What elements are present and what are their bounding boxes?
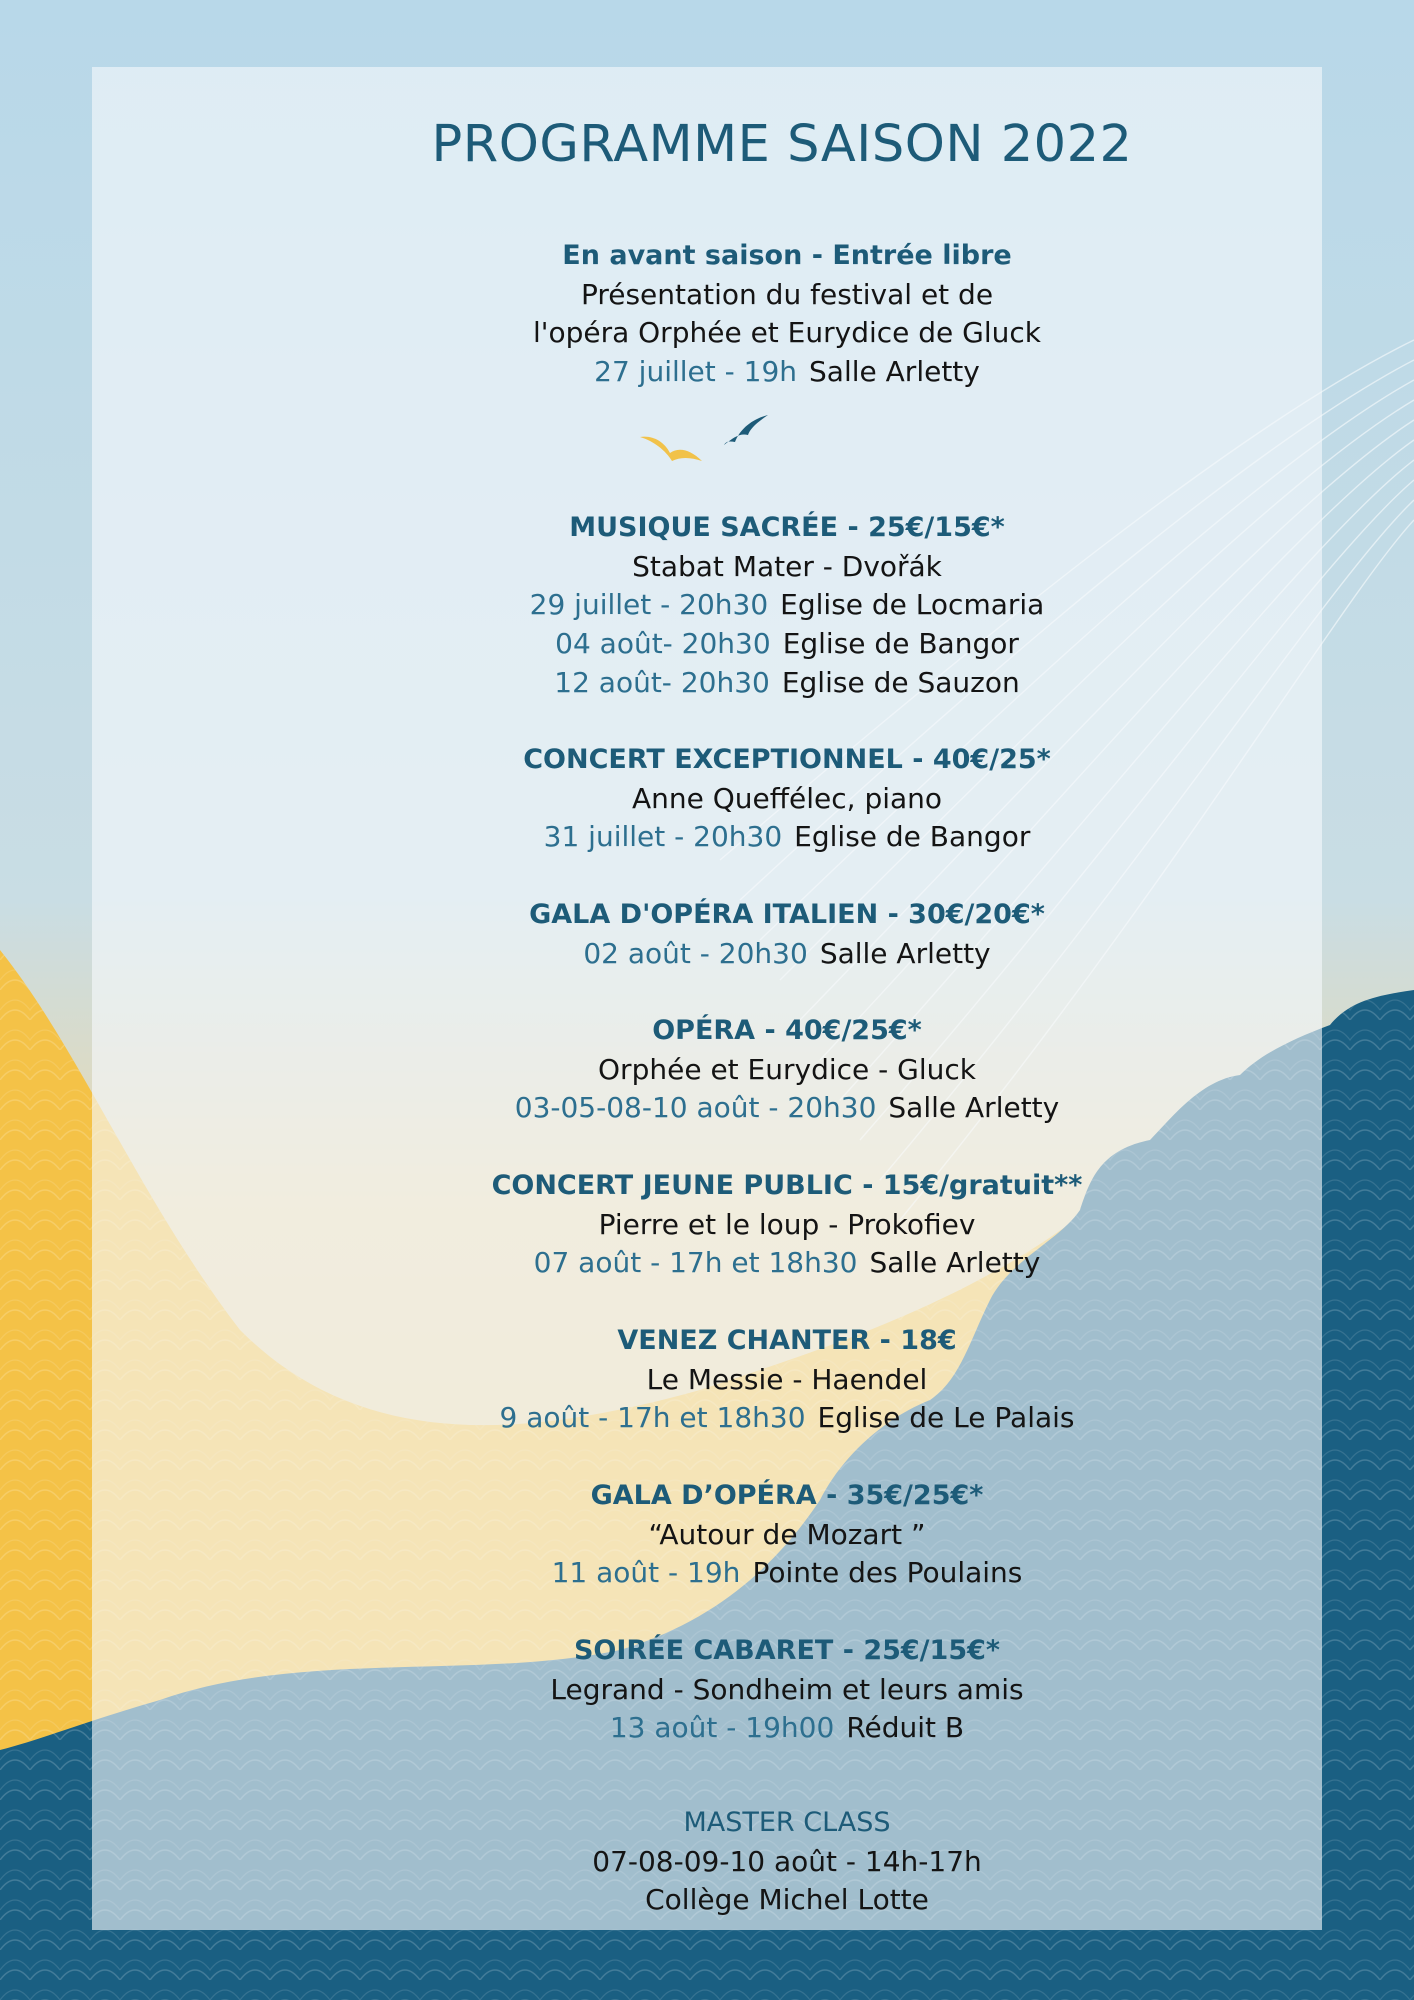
section-heading: OPÉRA - 40€/25€* [652,1015,922,1046]
date-line [252,935,1322,974]
date-line [252,664,1322,703]
section-text: Anne Queffélec, piano [631,781,943,815]
page-title: PROGRAMME SAISON 2022 [431,115,1133,174]
event-venue: Salle Arletty [888,1091,1060,1125]
event-venue: Eglise de Sauzon [781,665,1020,699]
section-heading: MASTER CLASS [683,1807,891,1838]
event-venue: Salle Arletty [819,936,991,970]
event-date: 27 juillet - 19h [594,355,798,389]
section-opera [92,1012,1322,1128]
date-line [252,1554,1322,1593]
event-date: 13 août - 19h00 [609,1711,835,1745]
event-venue: Eglise de Le Palais [817,1401,1075,1435]
event-venue: Pointe des Poulains [752,1556,1023,1590]
event-date: 11 août - 19h [551,1556,741,1590]
section-soiree-cabaret [92,1632,1322,1748]
event-date: 9 août - 17h et 18h30 [499,1401,806,1435]
event-venue: Réduit B [846,1711,965,1745]
birds-icon [640,407,790,487]
event-date: 12 août- 20h30 [554,665,770,699]
section-heading: SOIRÉE CABARET - 25€/15€* [573,1635,1001,1666]
event-date: 29 juillet - 20h30 [529,588,769,622]
date-line [252,625,1322,664]
section-heading: VENEZ CHANTER - 18€ [617,1325,957,1356]
date-line [252,586,1322,625]
section-concert-exceptionnel [92,741,1322,857]
event-date: 04 août- 20h30 [555,627,771,661]
date-line [252,818,1322,857]
section-text: Collège Michel Lotte [645,1883,929,1917]
section-gala-opera-italien [92,896,1322,973]
section-text: Présentation du festival et de [580,277,994,311]
section-heading: GALA D'OPÉRA ITALIEN - 30€/20€* [529,899,1045,930]
section-text: Stabat Mater - Dvořák [632,549,942,583]
section-heading: CONCERT EXCEPTIONNEL - 40€/25* [523,744,1051,775]
programme-content [92,67,1322,1930]
date-line [252,353,1322,392]
event-venue: Salle Arletty [869,1246,1041,1280]
event-venue: Eglise de Bangor [794,820,1031,854]
event-date: 31 juillet - 20h30 [543,820,783,854]
section-text: Le Messie - Haendel [646,1362,928,1396]
section-avant-saison [92,237,1322,392]
section-text: l'opéra Orphée et Eurydice de Gluck [532,316,1042,350]
section-text: Orphée et Eurydice - Gluck [598,1052,976,1086]
section-gala-opera [92,1477,1322,1593]
section-jeune-public [92,1167,1322,1283]
event-date: 02 août - 20h30 [583,936,808,970]
section-text: Pierre et le loup - Prokofiev [598,1207,976,1241]
section-heading: En avant saison - Entrée libre [562,240,1012,271]
section-heading: GALA D’OPÉRA - 35€/25€* [590,1480,984,1511]
date-line [252,1399,1322,1438]
event-venue: Eglise de Locmaria [780,588,1045,622]
date-line [252,1089,1322,1128]
section-heading: CONCERT JEUNE PUBLIC - 15€/gratuit** [491,1170,1083,1201]
date-line [252,1709,1322,1748]
section-heading: MUSIQUE SACRÉE - 25€/15€* [569,512,1005,543]
section-musique-sacree [92,509,1322,702]
event-venue: Eglise de Bangor [782,627,1019,661]
date-line [252,1244,1322,1283]
event-date: 07 août - 17h et 18h30 [533,1246,858,1280]
event-date: 03-05-08-10 août - 20h30 [514,1091,877,1125]
event-venue: Salle Arletty [809,355,980,389]
section-text: Legrand - Sondheim et leurs amis [550,1672,1024,1706]
section-text: 07-08-09-10 août - 14h-17h [592,1844,982,1878]
section-master-class [92,1804,1322,1920]
section-venez-chanter [92,1322,1322,1438]
section-text: “Autour de Mozart ” [648,1517,926,1551]
